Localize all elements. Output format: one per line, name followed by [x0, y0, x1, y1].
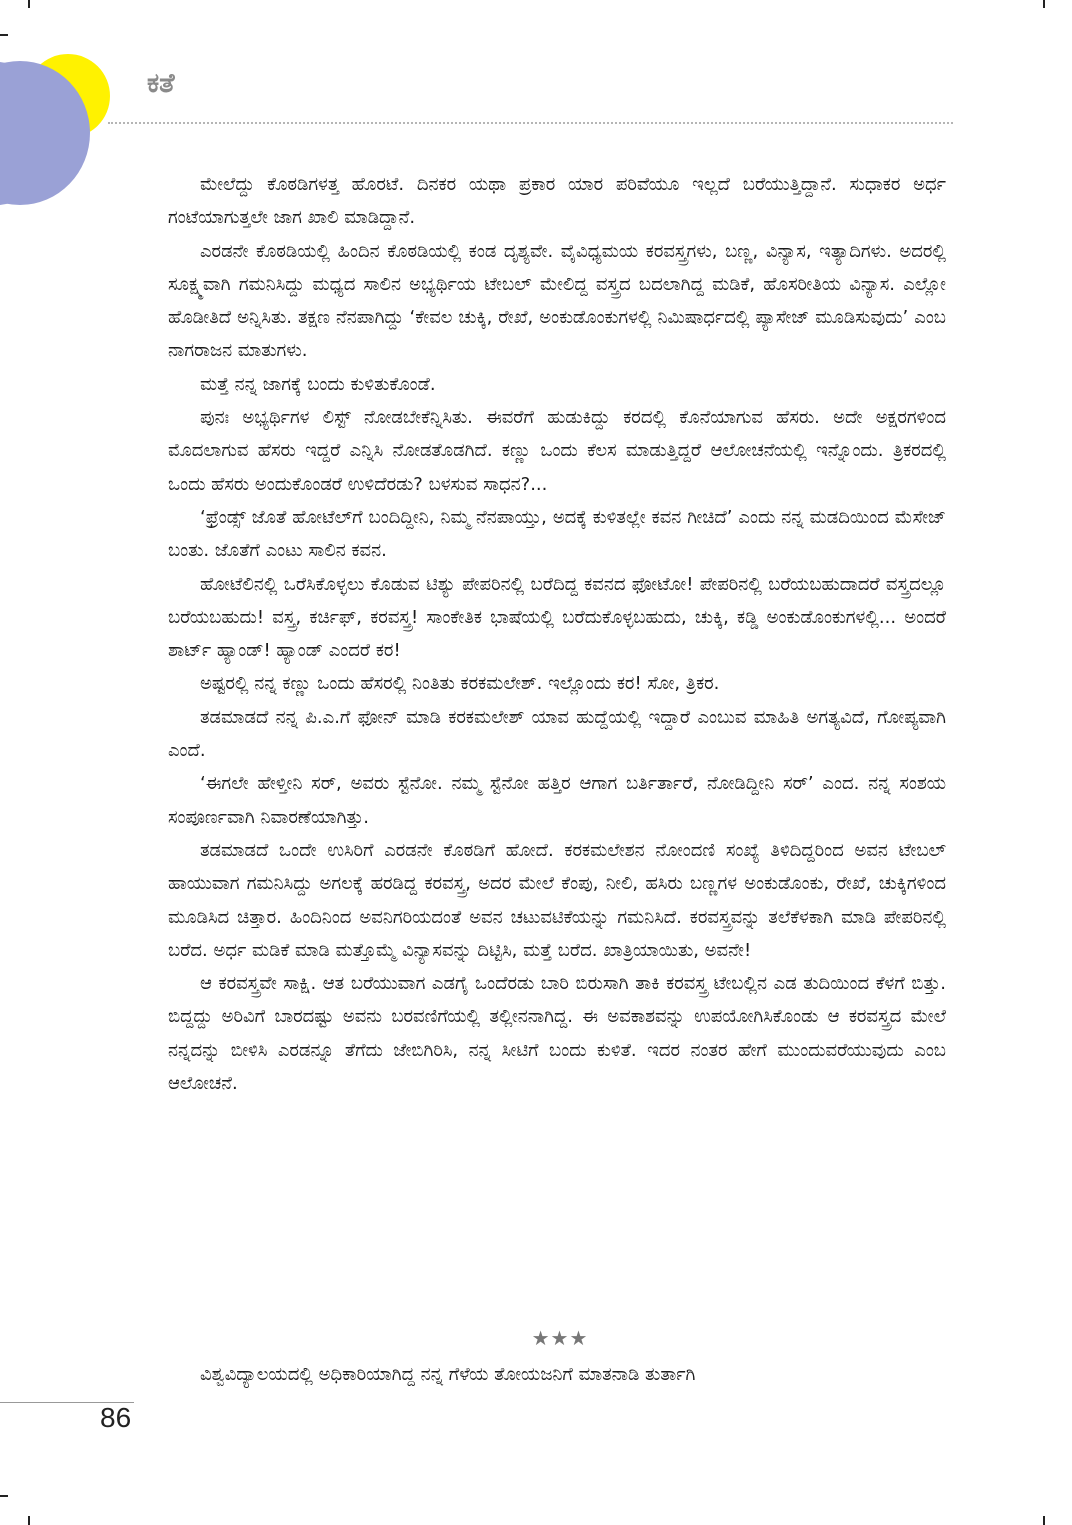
paragraph: ಆ ಕರವಸ್ತ್ರವೇ ಸಾಕ್ಷಿ. ಆತ ಬರೆಯುವಾಗ ಎಡಗೈ ಒಂದೆರಡು ಬಾರಿ ಬಿರುಸಾಗಿ ತಾಕಿ ಕರವಸ್ತ್ರ ಟೇಬಲ್ಲಿನ ಎಡ ತುದಿಯಿಂದ ಕೆಳಗೆ ಬಿತ್ತು. ಬಿದ್ದದ್ದು ಅರಿವಿಗೆ ಬಾರದಷ್ಟು ಅವನು ಬರವಣಿಗೆಯಲ್ಲಿ ತಲ್ಲೀನನಾಗಿದ್ದ. ಈ ಅವಕಾಶವನ್ನು ಉಪಯೋಗಿಸಿಕೊಂಡು ಆ ಕರವಸ್ತ್ರದ ಮೇಲೆ ನನ್ನದನ್ನು ಬೀಳಿಸಿ ಎರಡನ್ನೂ ತೆಗೆದು ಜೇಬಿಗಿರಿಸಿ, ನನ್ನ ಸೀಟಿಗೆ ಬಂದು ಕುಳಿತೆ. ಇದರ ನಂತರ ಹೇಗೆ ಮುಂದುವರೆಯುವುದು ಎಂಬ ಆಲೋಚನೆ. [168, 973, 946, 1095]
paragraph: ಎರಡನೇ ಕೊಠಡಿಯಲ್ಲಿ ಹಿಂದಿನ ಕೊಠಡಿಯಲ್ಲಿ ಕಂಡ ದೃಶ್ಯವೇ. ವೈವಿಧ್ಯಮಯ ಕರವಸ್ತ್ರಗಳು, ಬಣ್ಣ, ವಿನ್ಯಾಸ, ಇತ್ಯಾದಿಗಳು. ಅದರಲ್ಲಿ ಸೂಕ್ಷ್ಮವಾಗಿ ಗಮನಿಸಿದ್ದು ಮಧ್ಯದ ಸಾಲಿನ ಅಭ್ಯರ್ಥಿಯ ಟೇಬಲ್ ಮೇಲಿದ್ದ ವಸ್ತ್ರದ ಬದಲಾಗಿದ್ದ ಮಡಿಕೆ, ಹೊಸರೀತಿಯ ವಿನ್ಯಾಸ. ಎಲ್ಲೋ ಹೊಡೀತಿದೆ ಅನ್ನಿಸಿತು. ತಕ್ಷಣ ನೆನಪಾಗಿದ್ದು ‘ಕೇವಲ ಚುಕ್ಕಿ, ರೇಖೆ, ಅಂಕುಡೊಂಕುಗಳಲ್ಲಿ ನಿಮಿಷಾರ್ಧದಲ್ಲಿ ಪ್ಯಾಸೇಜ್ ಮೂಡಿಸುವುದು’ ಎಂಬ ನಾಗರಾಜನ ಮಾತುಗಳು. [168, 240, 946, 362]
paragraph: ಪುನಃ ಅಭ್ಯರ್ಥಿಗಳ ಲಿಸ್ಟ್ ನೋಡಬೇಕೆನ್ನಿಸಿತು. ಈವರೆಗೆ ಹುಡುಕಿದ್ದು ಕರದಲ್ಲಿ ಕೊನೆಯಾಗುವ ಹೆಸರು. ಅದೇ ಅಕ್ಷರಗಳಿಂದ ಮೊದಲಾಗುವ ಹೆಸರು ಇದ್ದರೆ ಎನ್ನಿಸಿ ನೋಡತೊಡಗಿದೆ. ಕಣ್ಣು ಒಂದು ಕೆಲಸ ಮಾಡುತ್ತಿದ್ದರೆ ಆಲೋಚನೆಯಲ್ಲಿ ಇನ್ನೊಂದು. ತ್ರಿಕರದಲ್ಲಿ ಒಂದು ಹೆಸರು ಅಂದುಕೊಂಡರೆ ಉಳಿದೆರಡು? ಬಳಸುವ ಸಾಧನ?... [168, 407, 946, 495]
paragraph: ಮೇಲೆದ್ದು ಕೊಠಡಿಗಳತ್ತ ಹೊರಟೆ. ದಿನಕರ ಯಥಾ ಪ್ರಕಾರ ಯಾರ ಪರಿವೆಯೂ ಇಲ್ಲದೆ ಬರೆಯುತ್ತಿದ್ದಾನೆ. ಸುಧಾಕರ ಅರ್ಧ ಗಂಟೆಯಾಗುತ್ತಲೇ ಜಾಗ ಖಾಲಿ ಮಾಡಿದ್ದಾನೆ. [168, 174, 946, 229]
decorative-circles [0, 0, 140, 210]
crop-mark-left-bottom [0, 1495, 8, 1497]
story-body [168, 168, 946, 1100]
crop-mark-bottom-left [28, 1516, 30, 1525]
paragraph: ಮತ್ತೆ ನನ್ನ ಜಾಗಕ್ಕೆ ಬಂದು ಕುಳಿತುಕೊಂಡೆ. [200, 373, 436, 395]
paragraph: ಅಷ್ಟರಲ್ಲಿ ನನ್ನ ಕಣ್ಣು ಒಂದು ಹೆಸರಲ್ಲಿ ನಿಂತಿತು ಕರಕಮಲೇಶ್. ಇಲ್ಲೊಂದು ಕರ! ಸೋ, ತ್ರಿಕರ. [200, 673, 720, 695]
section-separator-stars: ★★★ [531, 1326, 589, 1350]
crop-mark-top-right [1043, 0, 1045, 8]
paragraph: ತಡಮಾಡದೆ ಒಂದೇ ಉಸಿರಿಗೆ ಎರಡನೇ ಕೊಠಡಿಗೆ ಹೋದೆ. ಕರಕಮಲೇಶನ ನೋಂದಣಿ ಸಂಖ್ಯೆ ತಿಳಿದಿದ್ದರಿಂದ ಅವನ ಟೇಬಲ್ ಹಾಯುವಾಗ ಗಮನಿಸಿದ್ದು ಅಗಲಕ್ಕೆ ಹರಡಿದ್ದ ಕರವಸ್ತ್ರ, ಅದರ ಮೇಲೆ ಕೆಂಪು, ನೀಲಿ, ಹಸಿರು ಬಣ್ಣಗಳ ಅಂಕುಡೊಂಕು, ರೇಖೆ, ಚುಕ್ಕಿಗಳಿಂದ ಮೂಡಿಸಿದ ಚಿತ್ತಾರ. ಹಿಂದಿನಿಂದ ಅವನಿಗರಿಯದಂತೆ ಅವನ ಚಟುವಟಿಕೆಯನ್ನು ಗಮನಿಸಿದೆ. ಕರವಸ್ತ್ರವನ್ನು ತಲೆಕೆಳಕಾಗಿ ಮಾಡಿ ಪೇಪರಿನಲ್ಲಿ ಬರೆದ. ಅರ್ಧ ಮಡಿಕೆ ಮಾಡಿ ಮತ್ತೊಮ್ಮೆ ವಿನ್ಯಾಸವನ್ನು ದಿಟ್ಟಿಸಿ, ಮತ್ತೆ ಬರೆದ. ಖಾತ್ರಿಯಾಯಿತು, ಅವನೇ! [168, 839, 946, 961]
paragraph: ‘ಫ್ರೆಂಡ್ಸ್ ಜೊತೆ ಹೋಟೆಲ್‌ಗೆ ಬಂದಿದ್ದೀನಿ, ನಿಮ್ಮ ನೆನಪಾಯ್ತು, ಅದಕ್ಕೆ ಕುಳಿತಲ್ಲೇ ಕವನ ಗೀಚಿದೆ’ ಎಂದು ನನ್ನ ಮಡದಿಯಿಂದ ಮೆಸೇಜ್ ಬಂತು. ಜೊತೆಗೆ ಎಂಟು ಸಾಲಿನ ಕವನ. [168, 506, 946, 562]
page-number: 86 [100, 1402, 132, 1433]
section-title: ಕತೆ [147, 68, 175, 99]
paragraph-continuation: ವಿಶ್ವವಿದ್ಯಾಲಯದಲ್ಲಿ ಅಧಿಕಾರಿಯಾಗಿದ್ದ ನನ್ನ ಗೆಳೆಯ ತೋಯಜನಿಗೆ ಮಾತನಾಡಿ ತುರ್ತಾಗಿ [200, 1364, 696, 1385]
paragraph: ತಡಮಾಡದೆ ನನ್ನ ಪಿ.ಎ.ಗೆ ಫೋನ್ ಮಾಡಿ ಕರಕಮಲೇಶ್ ಯಾವ ಹುದ್ದೆಯಲ್ಲಿ ಇದ್ದಾರೆ ಎಂಬುವ ಮಾಹಿತಿ ಅಗತ್ಯವಿದೆ, ಗೋಪ್ಯವಾಗಿ ಎಂದೆ. [168, 706, 946, 762]
dotted-divider [108, 122, 953, 124]
paragraph: ಹೋಟೆಲಿನಲ್ಲಿ ಒರೆಸಿಕೊಳ್ಳಲು ಕೊಡುವ ಟಿಶ್ಯು ಪೇಪರಿನಲ್ಲಿ ಬರೆದಿದ್ದ ಕವನದ ಫೋಟೋ! ಪೇಪರಿನಲ್ಲಿ ಬರೆಯಬಹುದಾದರೆ ವಸ್ತ್ರದಲ್ಲೂ ಬರೆಯಬಹುದು! ವಸ್ತ್ರ, ಕರ್ಚಿಫ್, ಕರವಸ್ತ್ರ! ಸಾಂಕೇತಿಕ ಭಾಷೆಯಲ್ಲಿ ಬರೆದುಕೊಳ್ಳಬಹುದು, ಚುಕ್ಕಿ, ಕಡ್ಡಿ ಅಂಕುಡೊಂಕುಗಳಲ್ಲಿ... ಅಂದರೆ ಶಾರ್ಟ್ ಹ್ಯಾಂಡ್! ಹ್ಯಾಂಡ್ ಎಂದರೆ ಕರ! [168, 573, 946, 662]
crop-mark-bottom-right [1043, 1516, 1045, 1525]
paragraph: ‘ಈಗಲೇ ಹೇಳ್ತೀನಿ ಸರ್, ಅವರು ಸ್ಟೆನೋ. ನಮ್ಮ ಸ್ಟೆನೋ ಹತ್ತಿರ ಆಗಾಗ ಬರ್ತಿರ್ತಾರೆ, ನೋಡಿದ್ದೀನಿ ಸರ್’ ಎಂದ. ನನ್ನ ಸಂಶಯ ಸಂಪೂರ್ಣವಾಗಿ ನಿವಾರಣೆಯಾಗಿತ್ತು. [168, 773, 946, 828]
